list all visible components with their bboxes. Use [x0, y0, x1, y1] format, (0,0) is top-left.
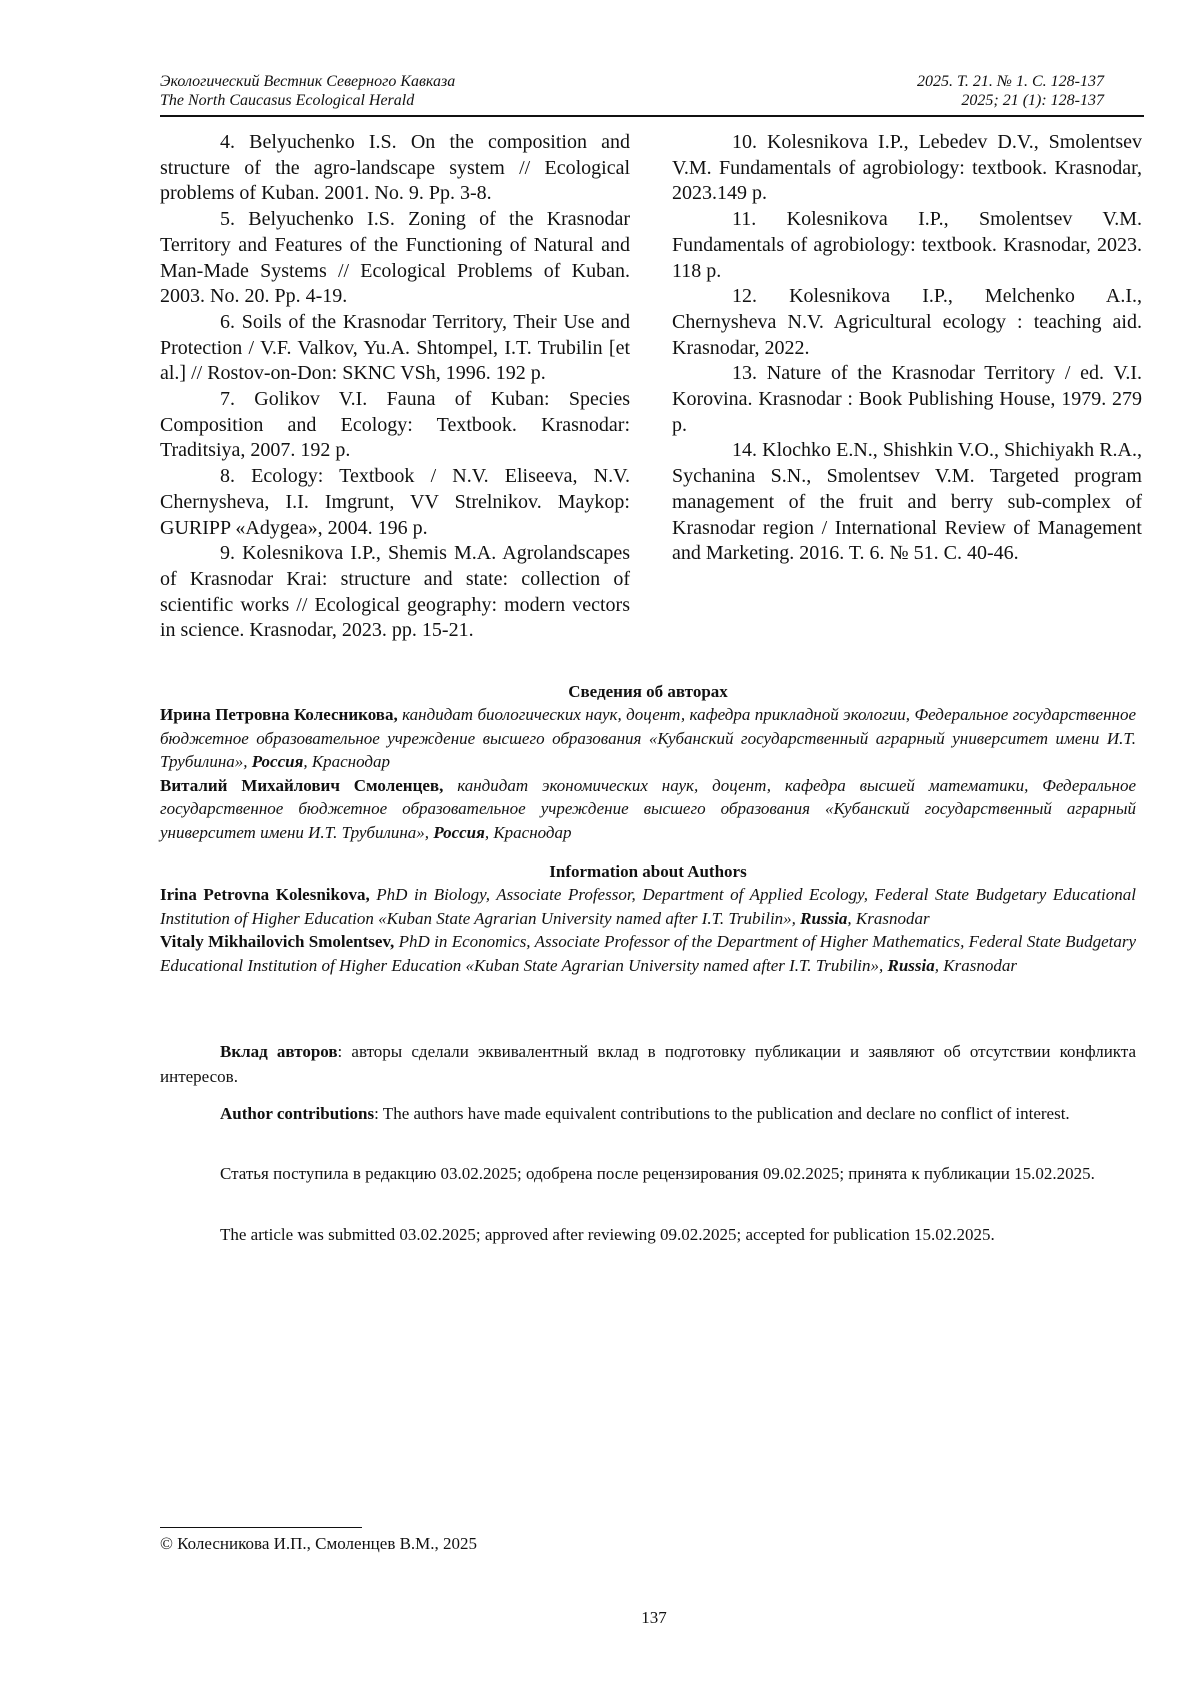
- authors-info-ru-heading: Сведения об авторах: [568, 682, 728, 701]
- author-name: Vitaly Mikhailovich Smolentsev,: [160, 932, 395, 952]
- author-affiliation: PhD in Biology, Associate Professor, Department of Applied Ecology, Federal State Budgetary Educational Institution of Higher Education «Kuban State Agrarian University named after I.T. Trubilin»,: [160, 885, 1136, 928]
- author-affiliation: кандидат биологических наук, доцент, кафедра прикладной экологии, Федеральное государственное бюджетное образовательное учреждение высшего образования «Кубанский государственный аграрный университет имени И.Т. Трубилина»,: [160, 705, 1136, 772]
- references-left-column: [160, 130, 630, 644]
- author-name: Irina Petrovna Kolesnikova,: [160, 885, 370, 904]
- reference-item: 8. Ecology: Textbook / N.V. Eliseeva, N.V. Chernysheva, I.I. Imgrunt, VV Strelnikov. Maykop: GURIPP «Adygea», 2004. 196 p.: [160, 465, 630, 539]
- reference-item: 14. Klochko E.N., Shishkin V.O., Shichiyakh R.A., Sychanina S.N., Smolentsev V.M. Targeted program management of the fruit and berry sub-complex of Krasnodar region / International Review of Management and Marketing. 2016. T. 6. № 51. C. 40-46.: [672, 439, 1142, 565]
- author-country: Россия: [251, 752, 304, 772]
- author-country: Russia: [800, 908, 848, 928]
- reference-item: 11. Kolesnikova I.P., Smolentsev V.M. Fundamentals of agrobiology: textbook. Krasnodar, 2023. 118 p.: [672, 208, 1142, 282]
- author-country: Russia: [887, 955, 935, 975]
- author-contribution-ru: [160, 1040, 1136, 1089]
- authors-info-en: [160, 860, 1136, 977]
- author-affiliation: PhD in Economics, Associate Professor of the Department of Higher Mathematics, Federal State Budgetary Educational Institution of Higher Education «Kuban State Agrarian University named after I.T. Trubilin»,: [160, 932, 1136, 975]
- author-entry: [160, 774, 1136, 845]
- references-right-column: [672, 130, 1142, 567]
- author-name: Виталий Михайлович Смоленцев,: [160, 775, 444, 795]
- author-city: , Краснодар: [484, 822, 572, 842]
- author-entry: [160, 703, 1136, 774]
- author-contribution-en: [160, 1102, 1136, 1127]
- reference-item: 9. Kolesnikova I.P., Shemis M.A. Agrolandscapes of Krasnodar Krai: structure and state: collection of scientific works // Ecological geography: modern vectors in science. Krasnodar, 2023. pp. 15-21.: [160, 542, 630, 642]
- author-city: , Krasnodar: [934, 955, 1017, 975]
- reference-item: 6. Soils of the Krasnodar Territory, Their Use and Protection / V.F. Valkov, Yu.A. Shtompel, I.T. Trubilin [et al.] // Rostov-on-Don: SKNC VSh, 1996. 192 p.: [160, 310, 630, 385]
- header-divider: [160, 115, 1144, 117]
- contribution-text-en: : The authors have made equivalent contributions to the publication and declare no conflict of interest.: [374, 1104, 1070, 1123]
- reference-item: 7. Golikov V.I. Fauna of Kuban: Species Composition and Ecology: Textbook. Krasnodar: Traditsiya, 2007. 192 p.: [160, 388, 630, 462]
- reference-item: 13. Nature of the Krasnodar Territory / ed. V.I. Korovina. Krasnodar : Book Publishing House, 1979. 279 p.: [672, 362, 1142, 436]
- reference-item: 4. Belyuchenko I.S. On the composition and structure of the agro-landscape system // Ecological problems of Kuban. 2001. No. 9. Pp. 3-8.: [160, 131, 630, 205]
- copyright-notice: © Колесникова И.П., Смоленцев В.М., 2025: [160, 1534, 478, 1553]
- reference-item: 5. Belyuchenko I.S. Zoning of the Krasnodar Territory and Features of the Functioning of Natural and Man-Made Systems // Ecological Problems of Kuban. 2003. No. 20. Pp. 4-19.: [160, 208, 630, 308]
- contribution-label-en: Author contributions: [220, 1104, 375, 1123]
- author-city: , Krasnodar: [847, 908, 930, 928]
- author-entry: [160, 883, 1136, 930]
- reference-item: 12. Kolesnikova I.P., Melchenko A.I., Chernysheva N.V. Agricultural ecology : teaching aid. Krasnodar, 2022.: [672, 285, 1142, 359]
- author-affiliation: кандидат экономических наук, доцент, кафедра высшей математики, Федеральное государственное бюджетное образовательное учреждение высшего образования «Кубанский государственный аграрный университет имени И.Т. Трубилина»,: [160, 775, 1136, 842]
- article-dates-ru: Статья поступила в редакцию 03.02.2025; одобрена после рецензирования 09.02.2025; принята к публикации 15.02.2025.: [220, 1164, 1095, 1183]
- author-country: Россия: [433, 822, 485, 842]
- issue-info-en: 2025; 21 (1): 128-137: [961, 92, 1104, 109]
- running-header: [160, 72, 1104, 110]
- authors-info-ru: [160, 680, 1136, 845]
- author-city: , Краснодар: [303, 752, 390, 772]
- contribution-label-ru: Вклад авторов: [220, 1042, 338, 1061]
- page-number: 137: [641, 1608, 667, 1627]
- author-name: Ирина Петровна Колесникова,: [160, 705, 398, 724]
- authors-info-en-heading: Information about Authors: [549, 862, 747, 881]
- journal-title-ru: Экологический Вестник Северного Кавказа: [160, 73, 456, 90]
- author-entry: [160, 930, 1136, 977]
- contribution-text-ru: : авторы сделали эквивалентный вклад в подготовку публикации и заявляют об отсутствии конфликта интересов.: [160, 1042, 1137, 1086]
- footnote-divider: [160, 1527, 362, 1528]
- issue-info-ru: 2025. Т. 21. № 1. С. 128-137: [917, 73, 1104, 90]
- journal-title-en: The North Caucasus Ecological Herald: [160, 92, 415, 109]
- article-dates-en: The article was submitted 03.02.2025; approved after reviewing 09.02.2025; accepted for publication 15.02.2025.: [220, 1225, 995, 1244]
- reference-item: 10. Kolesnikova I.P., Lebedev D.V., Smolentsev V.M. Fundamentals of agrobiology: textbook. Krasnodar, 2023.149 p.: [672, 131, 1142, 205]
